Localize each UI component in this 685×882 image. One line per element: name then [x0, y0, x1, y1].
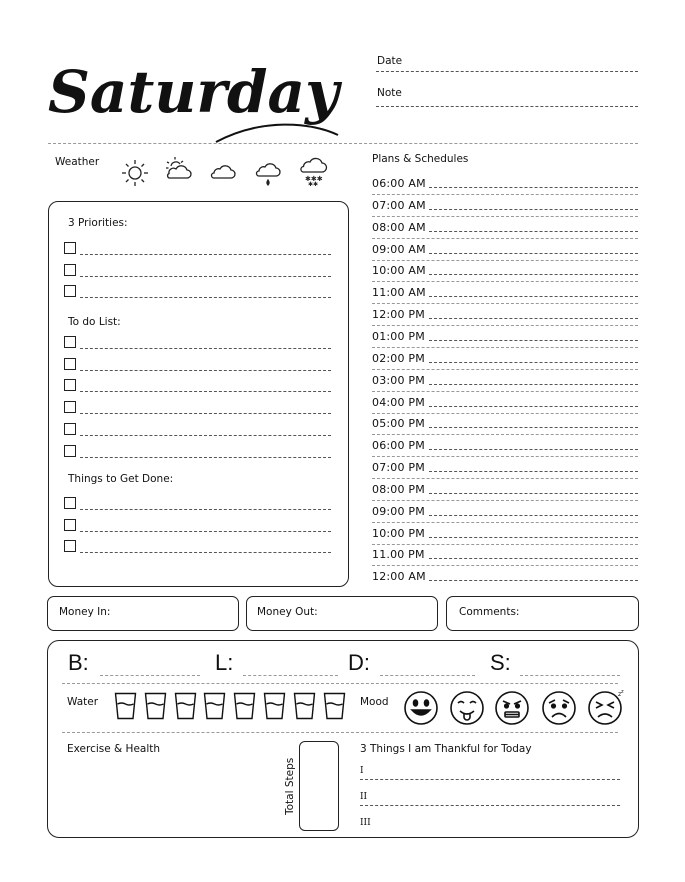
schedule-label: Plans & Schedules	[372, 153, 469, 165]
schedule-time: 07:00 AM	[372, 198, 426, 212]
water-glass-icon[interactable]	[144, 692, 167, 720]
schedule-line[interactable]	[429, 580, 638, 581]
rain-cloud-icon[interactable]	[254, 160, 282, 190]
lunch-label: L:	[215, 650, 234, 675]
todo-label: To do List:	[68, 316, 121, 328]
water-glass-icon[interactable]	[263, 692, 286, 720]
schedule-line[interactable]	[429, 253, 638, 254]
thankful-line[interactable]	[360, 779, 620, 780]
money-in-label: Money In:	[59, 606, 111, 618]
total-steps-label: Total Steps	[284, 757, 296, 815]
schedule-line[interactable]	[429, 427, 638, 428]
lunch-line[interactable]	[243, 675, 338, 676]
schedule-line[interactable]	[429, 449, 638, 450]
water-glass-icon[interactable]	[293, 692, 316, 720]
schedule-divider	[372, 194, 638, 195]
water-divider	[62, 732, 618, 733]
snack-line[interactable]	[520, 675, 620, 676]
schedule-time: 04:00 PM	[372, 395, 425, 409]
schedule-divider	[372, 260, 638, 261]
date-label: Date	[377, 55, 403, 67]
schedule-time: 10:00 AM	[372, 264, 426, 278]
svg-text:✱✱✱: ✱✱✱	[305, 175, 323, 183]
schedule-divider	[372, 500, 638, 501]
thankful-number: I	[360, 766, 364, 776]
schedule-time: 08:00 AM	[372, 220, 426, 234]
day-title-text: Saturday	[48, 58, 339, 126]
priority-line[interactable]	[80, 297, 331, 298]
schedule-time: 09:00 PM	[372, 504, 425, 518]
schedule-time: 08:00 PM	[372, 482, 425, 496]
breakfast-line[interactable]	[100, 675, 200, 676]
priorities-label: 3 Priorities:	[68, 217, 128, 229]
schedule-line[interactable]	[429, 406, 638, 407]
priority-line[interactable]	[80, 276, 331, 277]
todo-checkbox[interactable]	[64, 401, 76, 413]
thing-line[interactable]	[80, 509, 331, 510]
water-glass-icon[interactable]	[114, 692, 137, 720]
schedule-divider	[372, 413, 638, 414]
priority-checkbox[interactable]	[64, 264, 76, 276]
schedule-divider	[372, 238, 638, 239]
schedule-time: 06:00 PM	[372, 439, 425, 453]
schedule-line[interactable]	[429, 187, 638, 188]
tasks-panel	[48, 201, 349, 587]
svg-text:z: z	[618, 691, 622, 698]
schedule-line[interactable]	[429, 296, 638, 297]
thing-checkbox[interactable]	[64, 497, 76, 509]
schedule-time: 01:00 PM	[372, 329, 425, 343]
schedule-divider	[372, 478, 638, 479]
schedule-divider	[372, 281, 638, 282]
comments-label: Comments:	[459, 606, 520, 618]
priority-checkbox[interactable]	[64, 242, 76, 254]
meals-divider	[62, 683, 618, 684]
day-title	[46, 30, 346, 150]
water-glass-icon[interactable]	[203, 692, 226, 720]
schedule-line[interactable]	[429, 274, 638, 275]
svg-text:✱✱: ✱✱	[308, 181, 319, 186]
schedule-divider	[372, 303, 638, 304]
sun-icon[interactable]	[120, 158, 150, 188]
schedule-line[interactable]	[429, 515, 638, 516]
schedule-line[interactable]	[429, 537, 638, 538]
schedule-time: 03:00 PM	[372, 373, 425, 387]
snack-label: S:	[490, 650, 511, 675]
schedule-line[interactable]	[429, 340, 638, 341]
schedule-divider	[372, 544, 638, 545]
daily-log-panel	[47, 640, 639, 838]
todo-checkbox[interactable]	[64, 379, 76, 391]
thing-checkbox[interactable]	[64, 540, 76, 552]
schedule-line[interactable]	[429, 209, 638, 210]
water-label: Water	[67, 696, 99, 708]
todo-checkbox[interactable]	[64, 336, 76, 348]
note-line[interactable]	[376, 106, 638, 107]
todo-line[interactable]	[80, 413, 331, 414]
money-out-label: Money Out:	[257, 606, 318, 618]
thankful-number: II	[360, 792, 368, 802]
schedule-line[interactable]	[429, 362, 638, 363]
dinner-label: D:	[348, 650, 370, 675]
schedule-divider	[372, 325, 638, 326]
schedule-time: 12:00 PM	[372, 308, 425, 322]
total-steps-box[interactable]	[299, 741, 339, 831]
schedule-divider	[372, 391, 638, 392]
schedule-line[interactable]	[429, 471, 638, 472]
thankful-number: III	[360, 818, 371, 828]
schedule-time: 11.00 PM	[372, 548, 425, 562]
schedule-time: 12:00 AM	[372, 570, 426, 584]
schedule-line[interactable]	[429, 231, 638, 232]
happy-face-icon[interactable]	[403, 690, 439, 726]
water-glass-icon[interactable]	[233, 692, 256, 720]
schedule-line[interactable]	[429, 384, 638, 385]
todo-checkbox[interactable]	[64, 423, 76, 435]
thankful-line[interactable]	[360, 805, 620, 806]
schedule-divider	[372, 565, 638, 566]
schedule-time: 11:00 AM	[372, 286, 426, 300]
todo-checkbox[interactable]	[64, 445, 76, 457]
playful-face-icon[interactable]	[449, 690, 485, 726]
things-label: Things to Get Done:	[68, 473, 174, 485]
thing-line[interactable]	[80, 552, 331, 553]
schedule-time: 05:00 PM	[372, 417, 425, 431]
thing-checkbox[interactable]	[64, 519, 76, 531]
partly-cloudy-icon[interactable]	[163, 156, 193, 184]
schedule-line[interactable]	[429, 558, 638, 559]
snow-cloud-icon[interactable]	[298, 156, 328, 186]
schedule-time: 07:00 PM	[372, 461, 425, 475]
exercise-label: Exercise & Health	[67, 743, 161, 755]
exhausted-face-icon[interactable]	[587, 688, 627, 726]
schedule-divider	[372, 369, 638, 370]
todo-line[interactable]	[80, 348, 331, 349]
schedule-divider	[372, 456, 638, 457]
schedule-line[interactable]	[429, 493, 638, 494]
breakfast-label: B:	[68, 650, 89, 675]
svg-text:z: z	[621, 689, 624, 695]
mood-label: Mood	[360, 696, 389, 708]
schedule-line[interactable]	[429, 318, 638, 319]
water-glass-icon[interactable]	[323, 692, 346, 720]
todo-line[interactable]	[80, 457, 331, 458]
thankful-label: 3 Things I am Thankful for Today	[360, 743, 532, 755]
note-label: Note	[377, 87, 402, 99]
priority-checkbox[interactable]	[64, 285, 76, 297]
schedule-time: 02:00 PM	[372, 351, 425, 365]
todo-line[interactable]	[80, 391, 331, 392]
schedule-divider	[372, 434, 638, 435]
water-glass-icon[interactable]	[174, 692, 197, 720]
schedule-divider	[372, 522, 638, 523]
todo-line[interactable]	[80, 370, 331, 371]
header-divider	[48, 143, 638, 144]
schedule-time: 10:00 PM	[372, 526, 425, 540]
todo-checkbox[interactable]	[64, 358, 76, 370]
todo-line[interactable]	[80, 435, 331, 436]
priority-line[interactable]	[80, 254, 331, 255]
schedule-divider	[372, 216, 638, 217]
dinner-line[interactable]	[380, 675, 475, 676]
sad-face-icon[interactable]	[541, 690, 577, 726]
date-line[interactable]	[376, 71, 638, 72]
weather-label: Weather	[55, 156, 100, 168]
schedule-time: 09:00 AM	[372, 242, 426, 256]
angry-face-icon[interactable]	[494, 690, 530, 726]
thing-line[interactable]	[80, 531, 331, 532]
cloud-icon[interactable]	[209, 160, 237, 182]
schedule-divider	[372, 347, 638, 348]
schedule-time: 06:00 AM	[372, 177, 426, 190]
